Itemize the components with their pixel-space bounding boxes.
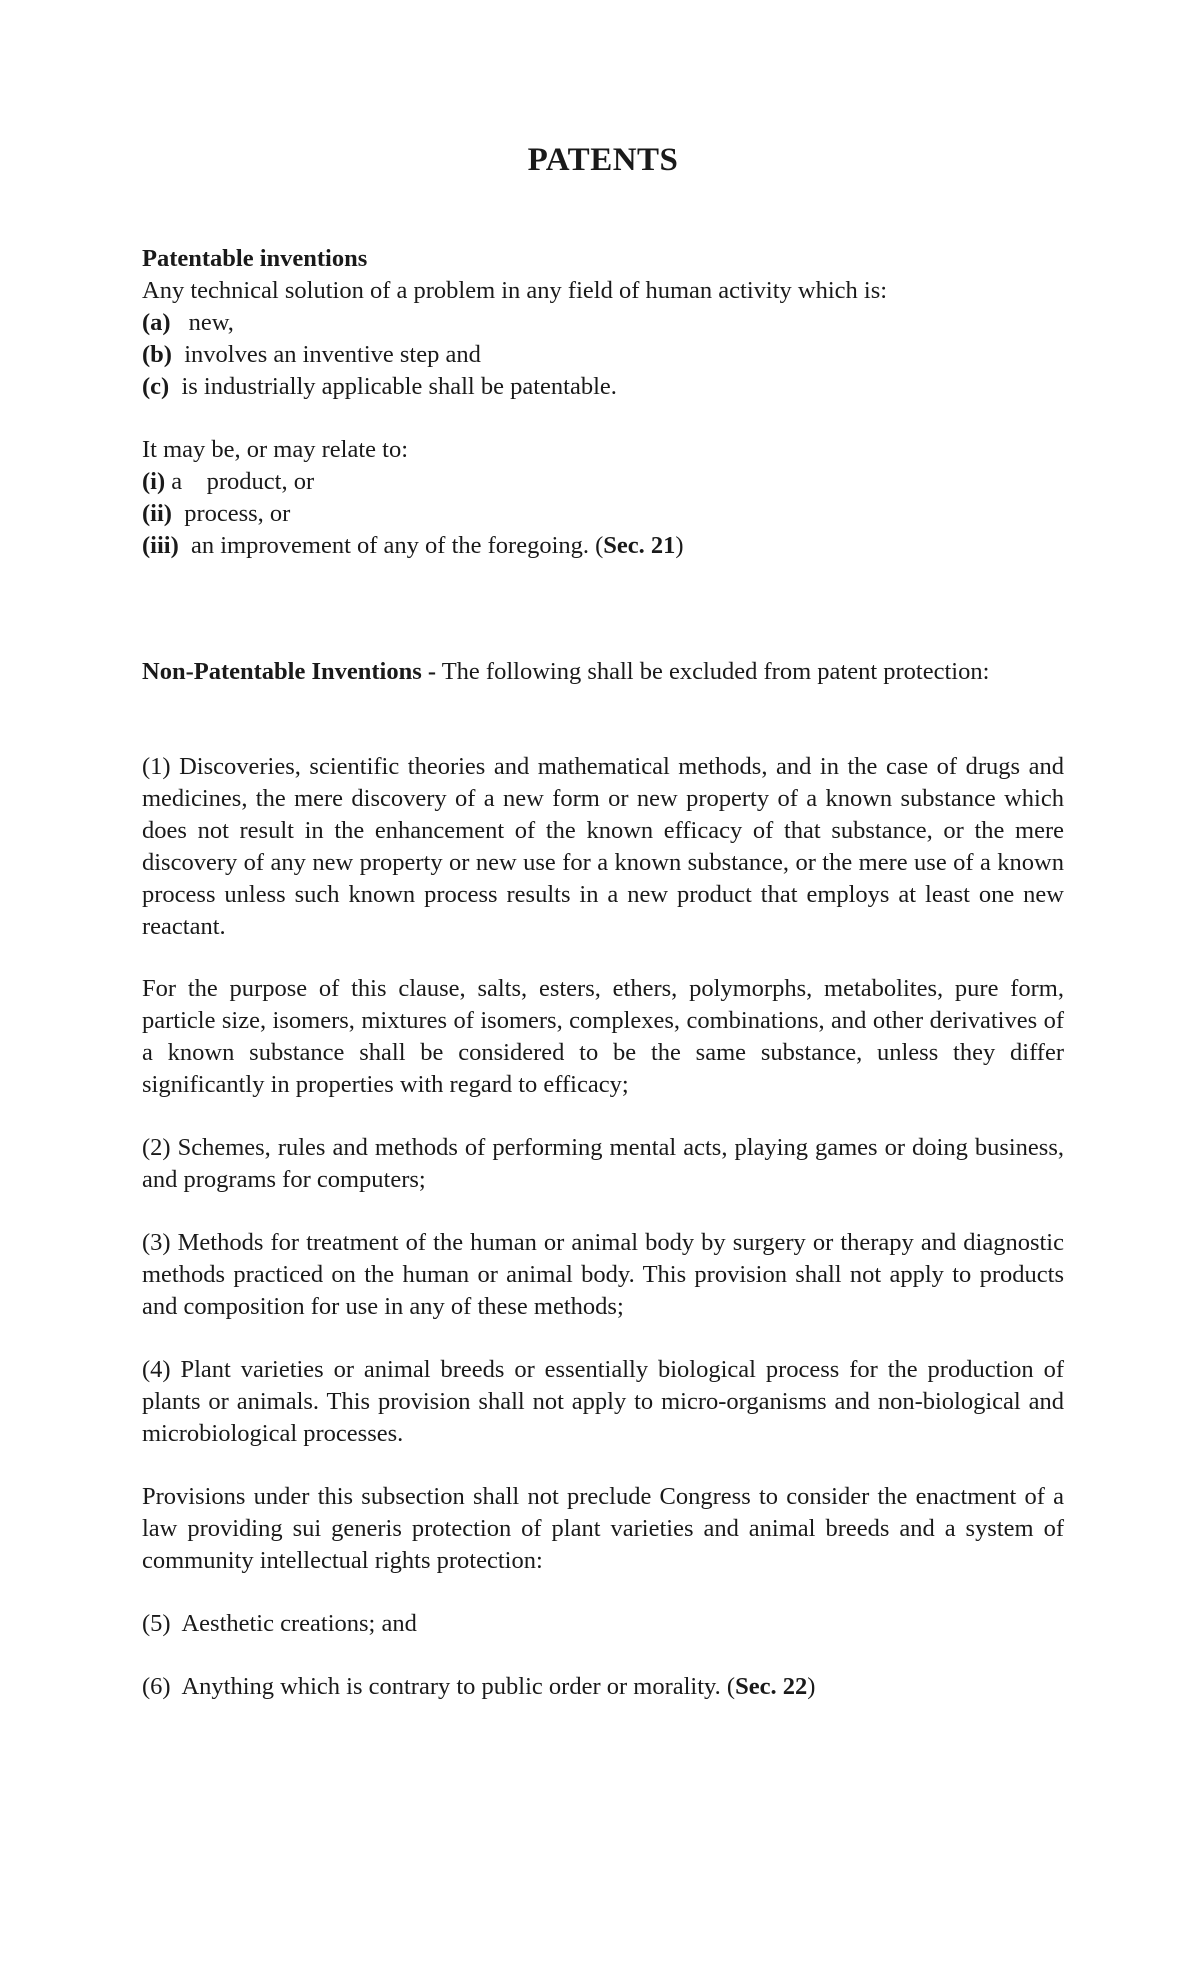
relate-i: (i) a product, or xyxy=(142,468,315,495)
exclusion-item-4: (4) Plant varieties or animal breeds or essentially biological process for the production of plants or animals. This provision shall not apply to micro-organisms and non-biological and microbiological processes. xyxy=(142,1356,1064,1447)
section-ref-21: Sec. 21 xyxy=(603,532,676,559)
criterion-b: (b) involves an inventive step and xyxy=(142,341,481,368)
exclusion-item-1: (1) Discoveries, scientific theories and mathematical methods, and in the case of drugs and medicines, the mere discovery of a new form or new property of a known substance which does not result in the enhancement of the known efficacy of that substance, or the mere discovery of any new property or new use for a known substance, or the mere use of a known process unless such known process results in a new product that employs at least one new reactant. xyxy=(142,753,1064,940)
patentable-intro: Any technical solution of a problem in any field of human activity which is: xyxy=(142,277,888,304)
provisions-clause: Provisions under this subsection shall not preclude Congress to consider the enactment of a law providing sui generis protection of plant varieties and animal breeds and a system of community intellectual rights protection: xyxy=(142,1483,1064,1574)
exclusion-item-5: (5) Aesthetic creations; and xyxy=(142,1610,417,1637)
non-patentable-heading: Non-Patentable Inventions - xyxy=(142,658,437,685)
exclusion-item-3: (3) Methods for treatment of the human or animal body by surgery or therapy and diagnostic methods practiced on the human or animal body. This provision shall not apply to products and composition for use in any of these methods; xyxy=(142,1229,1064,1320)
exclusion-item-2: (2) Schemes, rules and methods of performing mental acts, playing games or doing business, and programs for computers; xyxy=(142,1134,1064,1193)
patentable-heading: Patentable inventions xyxy=(142,245,368,272)
non-patentable-intro-block xyxy=(142,656,1064,688)
section-ref-22: Sec. 22 xyxy=(735,1673,808,1700)
relate-intro: It may be, or may relate to: xyxy=(142,436,408,463)
criterion-c: (c) is industrially applicable shall be patentable. xyxy=(142,373,617,400)
page-title: PATENTS xyxy=(527,142,679,178)
exclusion-item-6: (6) Anything which is contrary to public order or morality. (Sec. 22) xyxy=(142,1673,816,1700)
relate-ii: (ii) process, or xyxy=(142,500,291,527)
patentable-section xyxy=(142,243,1064,403)
non-patentable-intro: Non-Patentable Inventions - The following shall be excluded from patent protection: xyxy=(142,658,990,685)
criterion-a: (a) new, xyxy=(142,309,234,336)
relate-section xyxy=(142,434,1064,562)
relate-iii: (iii) an improvement of any of the foregoing. (Sec. 21) xyxy=(142,532,684,559)
purpose-clause: For the purpose of this clause, salts, esters, ethers, polymorphs, metabolites, pure form, particle size, isomers, mixtures of isomers, complexes, combinations, and other derivatives of a known substance shall be considered to be the same substance, unless they differ significantly in properties with regard to efficacy; xyxy=(142,975,1064,1098)
